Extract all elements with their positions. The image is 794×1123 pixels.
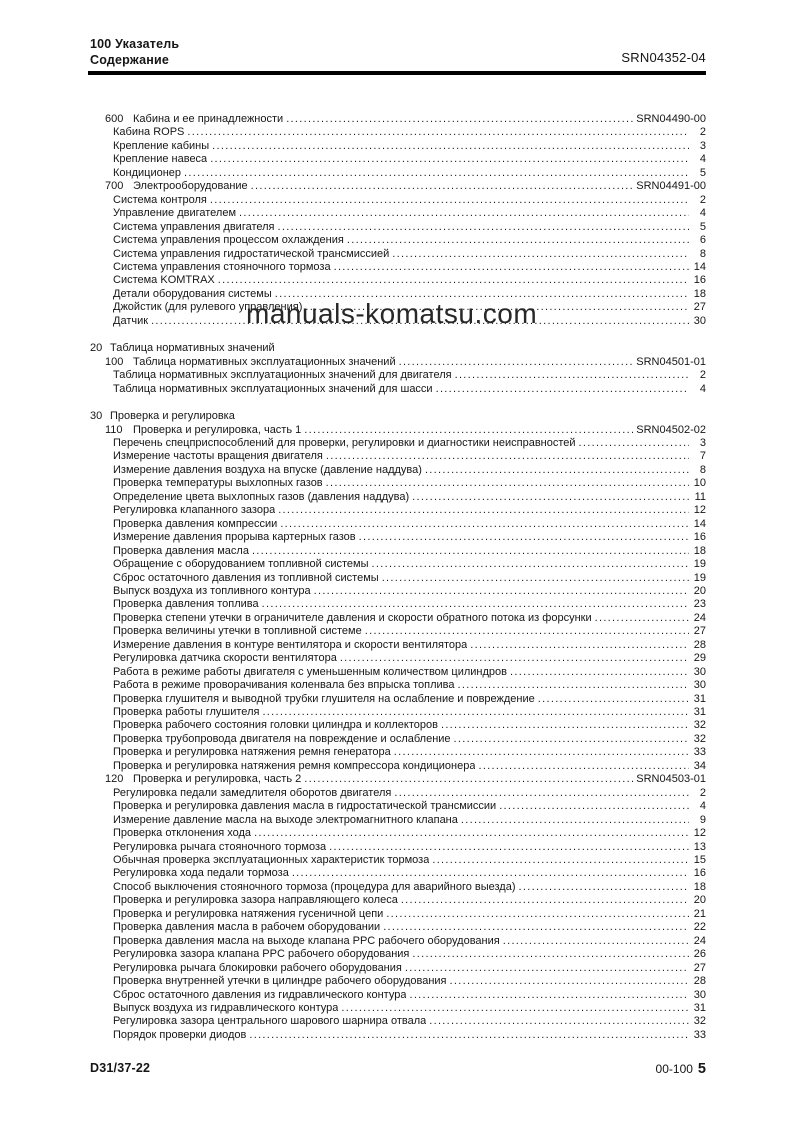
toc-dot-leader [399, 356, 634, 369]
toc-row [90, 167, 706, 180]
toc-row-page: 31 [693, 1002, 706, 1014]
toc-row-title: Проверка давления топлива [113, 598, 259, 611]
toc-dot-leader [432, 854, 689, 867]
toc-row [90, 504, 706, 517]
toc-dot-leader [304, 773, 633, 786]
toc-dot-leader [455, 369, 689, 382]
toc-row-page: 30 [693, 988, 706, 1001]
toc-row-title: Измерение давления прорыва картерных газов [113, 531, 356, 544]
toc-row [90, 424, 706, 437]
toc-dot-leader [538, 693, 689, 706]
toc-row [90, 867, 706, 880]
toc-row-page: 4 [699, 800, 706, 813]
toc-row-page: 12 [693, 827, 706, 840]
toc-row-page: 32 [693, 1015, 706, 1028]
toc-row [90, 989, 706, 1002]
toc-row-title: Система KOMTRAX [113, 274, 215, 287]
toc-row [90, 180, 706, 193]
toc-dot-leader [401, 894, 689, 907]
toc-row [90, 194, 706, 207]
toc-row-title: Крепление кабины [113, 139, 210, 152]
toc-row-title: Проверка и регулировка натяжения ремня компрессора кондиционера [113, 759, 476, 772]
toc-dot-leader [187, 126, 689, 139]
toc-row-page: 12 [693, 504, 706, 517]
toc-row [90, 733, 706, 746]
toc-row [90, 652, 706, 665]
toc-row-title: Проверка и регулировка, часть 2 [133, 773, 302, 786]
toc-row-page: 16 [693, 274, 706, 287]
toc-row-title: Выпуск воздуха из топливного контура [113, 584, 311, 597]
toc-row [90, 894, 706, 907]
toc-row [90, 585, 706, 598]
toc-row-title: Выпуск воздуха из гидравлического контура [113, 1002, 339, 1014]
toc-row [90, 854, 706, 867]
toc-row-page: 4 [699, 382, 706, 395]
toc-row [90, 1029, 706, 1042]
toc-dot-leader [340, 652, 689, 665]
toc-dot-leader [347, 234, 689, 247]
toc-row-title: Порядок проверки диодов [113, 1028, 247, 1041]
toc-row-page: SRN04502-02 [636, 423, 706, 436]
toc-row [90, 545, 706, 558]
toc-row [90, 261, 706, 274]
toc-dot-leader [394, 787, 689, 800]
toc-row-page: 6 [699, 234, 706, 247]
footer-section-code: 00-100 [655, 1062, 693, 1076]
toc-row [90, 612, 706, 625]
toc-dot-leader [210, 194, 689, 207]
toc-row [90, 773, 706, 786]
toc-row-page: 18 [693, 880, 706, 893]
toc-row-page: 19 [693, 558, 706, 571]
toc-row-number: 700 [105, 180, 124, 193]
toc-row [90, 248, 706, 261]
footer-page-number: 5 [697, 1061, 706, 1077]
toc-row-title: Датчик [113, 314, 149, 327]
toc-row [90, 369, 706, 382]
header-divider-rule [88, 71, 706, 75]
toc-dot-leader [210, 153, 689, 166]
toc-row-number: 30 [90, 410, 103, 423]
toc-row-title: Работа в режиме проворачивания коленвала без впрыска топлива [113, 679, 455, 692]
toc-dot-leader [278, 504, 689, 517]
footer-model-code: D31/37-22 [90, 1061, 151, 1075]
toc-row-page: 24 [693, 611, 706, 624]
toc-row [90, 625, 706, 638]
toc-row-title: Кондиционер [113, 166, 182, 179]
toc-dot-leader [252, 545, 689, 558]
toc-row-number: 110 [105, 423, 123, 436]
toc-row [90, 935, 706, 948]
toc-row-title: Проверка трубопровода двигателя на повреждение и ослабление [113, 732, 451, 745]
toc-row-title: Проверка глушителя и выводной трубки глушителя на ослабление и повреждение [113, 692, 535, 705]
toc-dot-leader [286, 113, 633, 126]
toc-dot-leader [461, 814, 689, 827]
toc-row [90, 827, 706, 840]
toc-row-title: Джойстик (для рулевого управления) [113, 301, 303, 314]
toc-list [90, 113, 706, 1042]
toc-row-page: 34 [693, 759, 706, 772]
toc-row-title: Проверка и регулировка [110, 410, 235, 423]
toc-row-title: Проверка работы глушителя [113, 706, 260, 719]
toc-dot-leader [595, 612, 689, 625]
toc-row-page: SRN04503-01 [636, 773, 706, 786]
toc-row [90, 383, 706, 396]
toc-row-page: 7 [699, 450, 706, 463]
toc-dot-leader [383, 921, 689, 934]
footer-page-info [656, 1061, 706, 1077]
toc-row [90, 706, 706, 719]
toc-row-title: Проверка давления масла на выходе клапана PPC рабочего оборудования [113, 934, 500, 947]
toc-dot-leader [239, 207, 689, 220]
toc-row [90, 598, 706, 611]
toc-row-title: Кабина ROPS [113, 126, 185, 139]
toc-dot-leader [262, 598, 689, 611]
toc-row-page: 23 [693, 598, 706, 611]
toc-row-title: Работа в режиме работы двигателя с уменьшенным количеством цилиндров [113, 665, 508, 678]
toc-row-title: Проверка рабочего состояния головки цилиндра и коллекторов [113, 719, 438, 732]
toc-row-title: Обычная проверка эксплуатационных характеристик тормоза [113, 854, 430, 867]
toc-row-title: Проверка и регулировка давления масла в гидростатической трансмиссии [113, 800, 497, 813]
watermark-text: manuals-komatsu.com [246, 298, 538, 329]
toc-row-page: 26 [693, 948, 706, 961]
toc-row [90, 572, 706, 585]
toc-row-title: Система управления двигателя [113, 220, 275, 233]
toc-row-title: Измерение частоты вращения двигателя [113, 450, 323, 463]
toc-dot-leader [184, 167, 689, 180]
toc-row-page: 2 [699, 786, 706, 799]
toc-row-page: 22 [693, 921, 706, 934]
toc-row-title: Проверка отклонения хода [113, 827, 252, 840]
toc-dot-leader [365, 625, 689, 638]
toc-row-title: Система управления стояночного тормоза [113, 260, 331, 273]
toc-row-page: 29 [693, 652, 706, 665]
toc-row-title: Проверка давления масла в рабочем оборудовании [113, 921, 381, 934]
toc-row-title: Измерение давления воздуха на впуске (давление наддува) [113, 463, 422, 476]
toc-row-title: Система управления процессом охлаждения [113, 234, 344, 247]
toc-row-page: 20 [693, 894, 706, 907]
toc-row [90, 639, 706, 652]
toc-row-title: Детали оборудования системы [113, 287, 272, 300]
toc-dot-leader [441, 719, 689, 732]
toc-row [90, 948, 706, 961]
toc-row-page: 14 [693, 517, 706, 530]
toc-row-title: Таблица нормативных эксплуатационных значений для двигателя [113, 369, 452, 382]
toc-row [90, 410, 706, 423]
toc-row-title: Способ выключения стояночного тормоза (процедура для аварийного выезда) [113, 880, 516, 893]
toc-row-title: Таблица нормативных эксплуатационных значений для шасси [113, 382, 433, 395]
toc-row [90, 342, 706, 355]
toc-dot-leader [359, 531, 689, 544]
toc-row [90, 234, 706, 247]
toc-row-title: Регулировка зазора клапана PPC рабочего оборудования [113, 948, 410, 961]
toc-dot-leader [326, 450, 689, 463]
toc-row-page: 2 [699, 369, 706, 382]
toc-row-title: Таблица нормативных значений [110, 342, 275, 355]
toc-row-page: 18 [693, 287, 706, 300]
toc-row [90, 814, 706, 827]
toc-dot-leader [425, 464, 689, 477]
toc-row-title: Проверка степени утечки в ограничителе давления и скорости обратного потока из форсунки [113, 611, 592, 624]
toc-row-title: Таблица нормативных эксплуатационных значений [133, 355, 396, 368]
toc-row-page: 16 [693, 867, 706, 880]
toc-row [90, 558, 706, 571]
toc-dot-leader [278, 221, 689, 234]
toc-row [90, 221, 706, 234]
toc-row [90, 437, 706, 450]
toc-row-page: 18 [693, 544, 706, 557]
toc-row [90, 126, 706, 139]
toc-row [90, 153, 706, 166]
toc-row-page: 4 [699, 207, 706, 220]
toc-dot-leader [326, 477, 689, 490]
toc-row-page: 8 [699, 463, 706, 476]
toc-row-page: 30 [693, 665, 706, 678]
toc-row-title: Регулировка зазора центрального шарового шарнира отвала [113, 1015, 427, 1028]
toc-dot-leader [519, 881, 689, 894]
toc-dot-leader [314, 585, 689, 598]
toc-row-title: Проверка температуры выхлопных газов [113, 477, 323, 490]
toc-row [90, 881, 706, 894]
toc-row-page: 33 [693, 1028, 706, 1041]
toc-dot-leader [429, 1015, 689, 1028]
toc-row-page: SRN04490-00 [636, 113, 706, 125]
toc-row-page: SRN04501-01 [636, 355, 706, 368]
toc-row-title: Регулировка педали замедлителя оборотов двигателя [113, 786, 392, 799]
toc-row-page: 19 [693, 571, 706, 584]
toc-row-title: Проверка давления компрессии [113, 517, 278, 530]
toc-row-title: Измерение давления в контуре вентилятора и скорости вентилятора [113, 638, 468, 651]
toc-row [90, 679, 706, 692]
header-section-label: Содержание [90, 53, 170, 67]
toc-row-page: 30 [693, 679, 706, 692]
toc-dot-leader [405, 962, 689, 975]
toc-dot-leader [450, 975, 689, 988]
toc-row [90, 450, 706, 463]
toc-row-page: 27 [693, 961, 706, 974]
toc-row-page: 3 [699, 436, 706, 449]
toc-row-title: Регулировка рычага блокировки рабочего оборудования [113, 961, 402, 974]
toc-row-page: 33 [693, 746, 706, 759]
toc-dot-leader [392, 248, 689, 261]
toc-dot-leader [394, 746, 689, 759]
toc-row [90, 518, 706, 531]
toc-row-title: Проверка и регулировка, часть 1 [133, 423, 302, 436]
toc-row [90, 719, 706, 732]
toc-row-page: 13 [693, 840, 706, 853]
toc-row-title: Сброс остаточного давления из топливной системы [113, 571, 379, 584]
toc-row [90, 491, 706, 504]
toc-row-page: 32 [693, 732, 706, 745]
toc-row-title: Регулировка датчика скорости вентилятора [113, 652, 337, 665]
toc-row [90, 908, 706, 921]
toc-row-page: 5 [699, 220, 706, 233]
toc-row-page: 28 [693, 975, 706, 988]
toc-dot-leader [254, 827, 689, 840]
toc-row-page: 2 [699, 126, 706, 139]
toc-row-page: 24 [693, 934, 706, 947]
toc-dot-leader [292, 867, 689, 880]
toc-dot-leader [334, 261, 689, 274]
toc-row-title: Перечень спецприспособлений для проверки, регулировки и диагностики неисправностей [113, 436, 576, 449]
toc-dot-leader [212, 140, 689, 153]
toc-row-page: 21 [693, 907, 706, 920]
toc-dot-leader [382, 572, 689, 585]
toc-dot-leader [478, 760, 689, 773]
toc-dot-leader [503, 935, 689, 948]
toc-row [90, 1015, 706, 1028]
toc-dot-leader [579, 437, 689, 450]
toc-row-title: Обращение с оборудованием топливной системы [113, 558, 369, 571]
toc-row-title: Регулировка клапанного зазора [113, 504, 276, 517]
toc-dot-leader [251, 180, 634, 193]
toc-row [90, 921, 706, 934]
toc-row [90, 531, 706, 544]
toc-row [90, 666, 706, 679]
toc-row-page: 32 [693, 719, 706, 732]
toc-row-title: Измерение давление масла на выходе электромагнитного клапана [113, 813, 458, 826]
toc-dot-leader [412, 948, 689, 961]
toc-row [90, 962, 706, 975]
toc-row [90, 140, 706, 153]
toc-row [90, 356, 706, 369]
toc-row-page: 5 [699, 166, 706, 179]
toc-row-title: Регулировка хода педали тормоза [113, 867, 289, 880]
toc-row-page: SRN04491-00 [636, 180, 706, 193]
toc-row [90, 760, 706, 773]
toc-row [90, 787, 706, 800]
toc-row-page: 2 [699, 193, 706, 206]
toc-row-page: 10 [693, 477, 706, 490]
toc-row-page: 31 [693, 706, 706, 719]
toc-row [90, 975, 706, 988]
toc-dot-leader [341, 1002, 689, 1015]
toc-row-page: 11 [694, 490, 706, 503]
toc-row [90, 1002, 706, 1015]
header-left [90, 36, 179, 68]
toc-dot-leader [372, 558, 689, 571]
toc-row-title: Проверка и регулировка натяжения ремня генератора [113, 746, 391, 759]
toc-row-page: 15 [693, 854, 706, 867]
toc-row-title: Электрооборудование [133, 180, 248, 193]
toc-dot-leader [499, 800, 689, 813]
toc-row-title: Проверка и регулировка зазора направляющего колеса [113, 894, 398, 907]
toc-row-page: 8 [699, 247, 706, 260]
toc-row [90, 113, 706, 126]
toc-row-title: Определение цвета выхлопных газов (давления наддува) [113, 490, 410, 503]
toc-row-page: 3 [699, 139, 706, 152]
toc-row-number: 600 [105, 113, 124, 125]
toc-row-page: 14 [693, 260, 706, 273]
toc-row-page: 16 [693, 531, 706, 544]
toc-row-title: Кабина и ее принадлежности [133, 113, 284, 125]
toc-row-title: Система управления гидростатической трансмиссией [113, 247, 390, 260]
toc-dot-leader [436, 383, 689, 396]
toc-row-title: Система контроля [113, 193, 207, 206]
toc-row-title: Регулировка рычага стояночного тормоза [113, 840, 327, 853]
toc-row [90, 274, 706, 287]
toc-row [90, 746, 706, 759]
toc-row-page: 4 [699, 153, 706, 166]
toc-dot-leader [262, 706, 689, 719]
toc-row-title: Сброс остаточного давления из гидравлического контура [113, 988, 407, 1001]
toc-dot-leader [386, 908, 689, 921]
toc-dot-leader [304, 424, 633, 437]
toc-row-page: 28 [693, 638, 706, 651]
toc-dot-leader [458, 679, 689, 692]
toc-row-number: 100 [105, 355, 124, 368]
toc-dot-leader [329, 841, 689, 854]
toc-dot-leader [470, 639, 689, 652]
document-code: SRN04352-04 [621, 50, 706, 65]
toc-row-number: 20 [90, 342, 103, 355]
toc-row [90, 693, 706, 706]
toc-dot-leader [249, 1029, 689, 1042]
toc-row-title: Проверка и регулировка натяжения гусеничной цепи [113, 907, 384, 920]
toc-dot-leader [280, 518, 689, 531]
header-chapter-label: 100 Указатель [90, 37, 180, 51]
toc-row [90, 477, 706, 490]
toc-row-page: 30 [693, 314, 706, 327]
toc-row-page: 31 [693, 692, 706, 705]
toc-row-title: Крепление навеса [113, 153, 208, 166]
toc-dot-leader [412, 491, 689, 504]
toc-row-number: 120 [105, 773, 124, 786]
toc-row [90, 800, 706, 813]
toc-dot-leader [218, 274, 689, 287]
toc-row [90, 207, 706, 220]
toc-row-page: 9 [699, 813, 706, 826]
toc-row [90, 464, 706, 477]
toc-dot-leader [510, 666, 689, 679]
toc-row-title: Проверка величины утечки в топливной системе [113, 625, 362, 638]
toc-dot-leader [409, 989, 689, 1002]
toc-row-page: 20 [693, 584, 706, 597]
toc-row-page: 27 [693, 625, 706, 638]
toc-dot-leader [454, 733, 689, 746]
toc-row [90, 841, 706, 854]
toc-row-title: Проверка внутренней утечки в цилиндре рабочего оборудования [113, 975, 447, 988]
toc-row-title: Проверка давления масла [113, 544, 249, 557]
toc-row-page: 27 [693, 301, 706, 314]
toc-row-title: Управление двигателем [113, 207, 237, 220]
